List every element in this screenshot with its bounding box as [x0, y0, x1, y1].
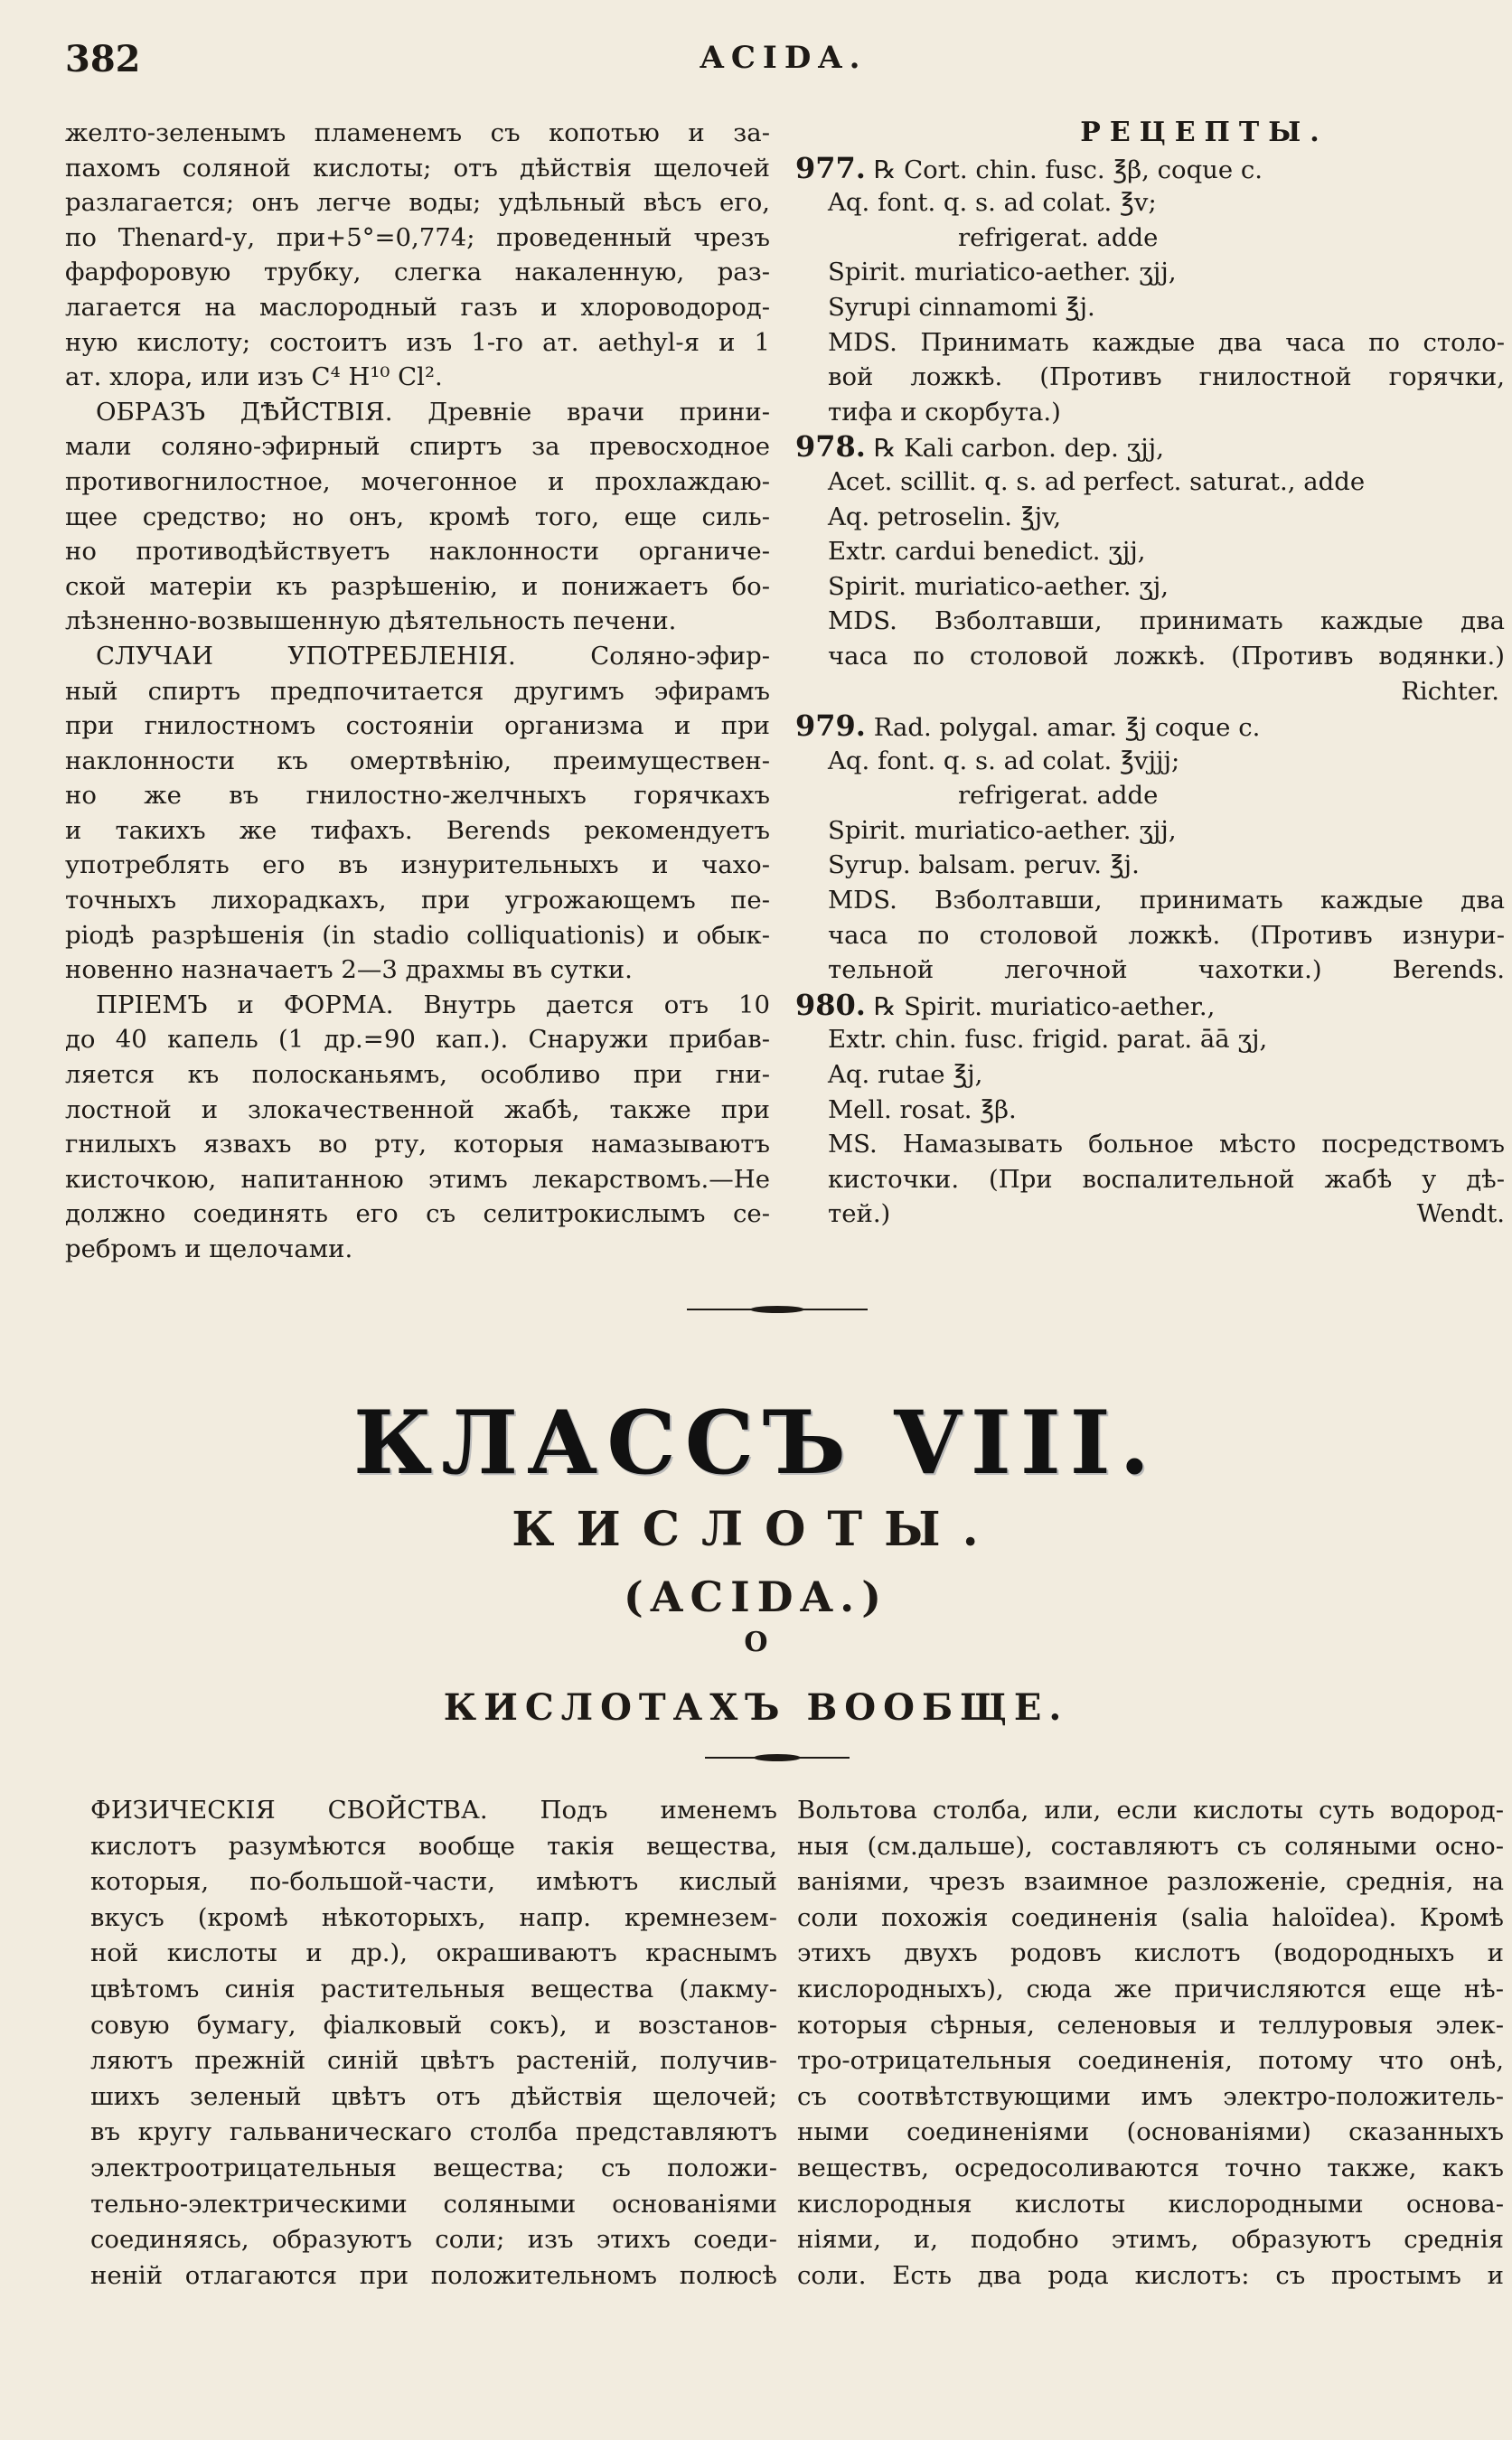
- recipe-text: тельной легочной чахотки.) Berends.: [828, 955, 1505, 985]
- text-line: разлагается; онъ легче воды; удѣльный вѣсъ его,: [65, 188, 770, 218]
- text-line: ребромъ и щелочами.: [65, 1234, 353, 1263]
- recipe-text: часа по столовой ложкѣ. (Противъ водянки.): [828, 641, 1505, 671]
- recipe-text: MS. Намазывать больное мѣсто посредствомъ: [828, 1130, 1505, 1159]
- recipe-start-line: [795, 709, 1505, 744]
- recipe-text: Aq. font. q. s. ad colat. ℥vjjj;: [828, 746, 1180, 775]
- text-line: тро-отрицательныя соединенія, потому что онѣ,: [797, 2046, 1504, 2076]
- text-line: Вольтова столба, или, если кислоты суть водород-: [797, 1796, 1504, 1825]
- text-line: СЛУЧАИ УПОТРЕБЛЕНІЯ. Соляно-эфир-: [96, 641, 770, 671]
- text-line: мали соляно-эфирный спиртъ за превосходное: [65, 432, 770, 462]
- recipe-line: [795, 255, 1505, 290]
- text-line: веществъ, осредосоливаются точно также, какъ: [797, 2153, 1504, 2182]
- recipe-line: [795, 1057, 1505, 1093]
- recipe-text: ℞ Cort. chin. fusc. ℥β, coque c.: [873, 155, 1263, 184]
- recipe-text: Extr. chin. fusc. frigid. parat. āā ʒj,: [828, 1025, 1268, 1055]
- text-line: противогнилостное, мочегонное и прохлаждаю-: [65, 466, 770, 496]
- text-line: но же въ гнилостно-желчныхъ горячкахъ: [65, 781, 770, 811]
- text-line: ат. хлора, или изъ C⁴ H¹⁰ Cl².: [65, 362, 443, 392]
- recipes-heading: РЕЦЕПТЫ.: [1080, 117, 1329, 148]
- recipe-text: Richter.: [1401, 676, 1499, 706]
- recipe-line: [795, 953, 1505, 988]
- text-line: въ кругу гальваническаго столба представляютъ: [90, 2117, 777, 2147]
- recipe-line: [795, 1197, 1505, 1232]
- recipe-text: Syrupi cinnamomi ℥j.: [828, 292, 1095, 322]
- recipe-line: [795, 569, 1505, 605]
- recipe-text: Rad. polygal. amar. ℥j coque c.: [873, 713, 1261, 743]
- recipe-line: [795, 639, 1505, 674]
- text-line: кисточкою, напитанною этимъ лекарствомъ.—Не: [65, 1164, 770, 1194]
- ornament-divider: [0, 1751, 1512, 1764]
- recipe-line: [795, 221, 1505, 256]
- text-line: до 40 капель (1 др.=90 кап.). Снаружи прибав-: [65, 1025, 770, 1055]
- text-line: новенно назначаетъ 2—3 драхмы въ сутки.: [65, 955, 633, 985]
- recipe-text: тей.) Wendt.: [828, 1199, 1505, 1229]
- recipe-text: MDS. Взболтавши, принимать каждые два: [828, 606, 1505, 636]
- text-line: ваніями, чрезъ взаимное разложеніе, среднія, на: [797, 1867, 1504, 1897]
- text-line: ную кислоту; состоитъ изъ 1-го ат. aethyl-я и 1: [65, 327, 770, 357]
- text-line: ОБРАЗЪ ДѢЙСТВІЯ. Древніе врачи прини-: [96, 397, 770, 427]
- recipes-column: [795, 116, 1505, 1232]
- recipe-line: [795, 1022, 1505, 1057]
- class-title: КЛАССЪ VIII.: [352, 1392, 1160, 1494]
- text-line: соли похожія соединенія (salia haloïdea). Кромѣ: [797, 1902, 1504, 1932]
- recipe-text: ℞ Kali carbon. dep. ʒjj,: [873, 434, 1164, 464]
- text-line: должно соединять его съ селитрокислымъ се-: [65, 1199, 770, 1229]
- text-line: ской матеріи къ разрѣшенію, и понижаетъ бо-: [65, 571, 770, 601]
- text-line: неній отлагаются при положительномъ полюсѣ: [90, 2260, 777, 2290]
- recipe-line: [795, 1093, 1505, 1128]
- recipe-start-line: [795, 429, 1505, 465]
- text-line: желто-зеленымъ пламенемъ съ копотью и за-: [65, 118, 770, 147]
- recipe-text: часа по столовой ложкѣ. (Противъ изнури-: [828, 920, 1505, 950]
- text-line: фарфоровую трубку, слегка накаленную, раз-: [65, 258, 770, 287]
- text-line: по Thenard-у, при+5°=0,774; проведенный чрезъ: [65, 222, 770, 252]
- recipe-number: 980.: [795, 987, 866, 1022]
- text-line: пахомъ соляной кислоты; отъ дѣйствія щелочей: [65, 153, 770, 183]
- text-line: этихъ двухъ родовъ кислотъ (водородныхъ и: [797, 1938, 1504, 1968]
- text-line: ный спиртъ предпочитается другимъ эфирамъ: [65, 676, 770, 706]
- recipe-line: [795, 534, 1505, 569]
- text-line: ныя (см.дальше), составляютъ съ соляными осно-: [797, 1831, 1504, 1861]
- recipe-number: 978.: [795, 429, 866, 465]
- text-line: лостной и злокачественной жабѣ, также при: [65, 1094, 770, 1124]
- recipe-text: ℞ Spirit. muriatico-aether.,: [873, 991, 1216, 1021]
- text-line: соединяясь, образуютъ соли; изъ этихъ соеди-: [90, 2225, 777, 2255]
- text-line: но противодѣйствуетъ наклонности органиче-: [65, 537, 770, 567]
- text-line: кислородныя кислоты кислородными основа-: [797, 2189, 1504, 2219]
- recipe-text: Spirit. muriatico-aether. ʒjj,: [828, 258, 1177, 287]
- recipe-start-line: [795, 988, 1505, 1023]
- recipe-line: [795, 918, 1505, 953]
- text-line: и такихъ же тифахъ. Berends рекомендуетъ: [65, 815, 770, 845]
- recipe-line: [795, 290, 1505, 325]
- text-line: съ соотвѣтствующими имъ электро-положитель-: [797, 2081, 1504, 2111]
- text-line: ніями, и, подобно этимъ, образуютъ среднія: [797, 2225, 1504, 2255]
- recipe-text: MDS. Принимать каждые два часа по столо-: [828, 327, 1505, 357]
- recipe-text: Aq. font. q. s. ad colat. ℥v;: [828, 188, 1157, 218]
- text-line: наклонности къ омертвѣнію, преимуществен-: [65, 746, 770, 775]
- acida-title: (ACIDA.): [624, 1572, 888, 1621]
- text-line: которыя, по-большой-части, имѣютъ кислый: [90, 1867, 777, 1897]
- text-line: щее средство; но онъ, кромѣ того, еще силь-: [65, 502, 770, 531]
- running-title: ACIDA.: [700, 40, 868, 76]
- text-line: вкусъ (кромѣ нѣкоторыхъ, напр. кремнезем-: [90, 1902, 777, 1932]
- text-line: при гнилостномъ состояніи организма и при: [65, 711, 770, 741]
- text-line: кислородныхъ), сюда же причисляются еще нѣ-: [797, 1974, 1504, 2004]
- page-number: 382: [65, 38, 141, 80]
- recipe-line: [795, 500, 1505, 535]
- recipe-text: Acet. scillit. q. s. ad perfect. saturat., adde: [828, 466, 1366, 496]
- recipe-line: [795, 778, 1505, 813]
- recipe-text: Extr. cardui benedict. ʒjj,: [828, 537, 1146, 567]
- text-line: кислотъ разумѣются вообще такія вещества,: [90, 1831, 777, 1861]
- recipe-line: [795, 848, 1505, 883]
- recipe-number: 979.: [795, 709, 866, 744]
- text-line: тельно-электрическими соляными основаніями: [90, 2189, 777, 2219]
- text-line: ной кислоты и др.), окрашиваютъ краснымъ: [90, 1938, 777, 1968]
- recipe-text: Aq. petroselin. ℥jv,: [828, 502, 1062, 531]
- text-line: ляютъ прежній синій цвѣтъ растеній, получив-: [90, 2046, 777, 2076]
- recipe-text: вой ложкѣ. (Противъ гнилостной горячки,: [828, 362, 1505, 392]
- recipe-line: [795, 395, 1505, 430]
- bottom-left-column-text: [90, 1793, 777, 2294]
- recipe-line: [795, 465, 1505, 500]
- text-line: употреблять его въ изнурительныхъ и чахо-: [65, 850, 770, 880]
- recipe-text: refrigerat. adde: [958, 222, 1159, 252]
- text-line: совую бумагу, фіалковый сокъ), и возстанов-: [90, 2010, 777, 2040]
- recipe-start-line: [795, 151, 1505, 186]
- recipe-text: тифа и скорбута.): [828, 397, 1061, 427]
- recipe-text: Syrup. balsam. peruv. ℥j.: [828, 850, 1140, 880]
- recipe-text: MDS. Взболтавши, принимать каждые два: [828, 886, 1505, 915]
- text-line: ными соединеніями (основаніями) сказанныхъ: [797, 2117, 1504, 2147]
- recipe-text: Aq. rutae ℥j,: [828, 1060, 983, 1090]
- recipe-line: [795, 813, 1505, 849]
- recipe-text: Spirit. muriatico-aether. ʒjj,: [828, 815, 1177, 845]
- text-line: ПРІЕМЪ и ФОРМА. Внутрь дается отъ 10: [96, 990, 770, 1019]
- recipe-line: [795, 185, 1505, 221]
- text-line: лагается на маслородный газъ и хлороводород-: [65, 292, 770, 322]
- text-line: ФИЗИЧЕСКІЯ СВОЙСТВА. Подъ именемъ: [90, 1796, 777, 1825]
- recipe-line: [795, 360, 1505, 395]
- o-title: О: [744, 1627, 768, 1658]
- recipe-text: refrigerat. adde: [958, 781, 1159, 811]
- recipe-line: [795, 674, 1505, 709]
- bottom-right-column-text: [797, 1793, 1504, 2294]
- text-line: гнилыхъ язвахъ во рту, которыя намазываютъ: [65, 1130, 770, 1159]
- acids-title: КИСЛОТЫ.: [512, 1502, 1000, 1557]
- recipe-text: Mell. rosat. ℥β.: [828, 1094, 1017, 1124]
- recipe-line: [795, 883, 1505, 918]
- text-line: шихъ зеленый цвѣтъ отъ дѣйствія щелочей;: [90, 2081, 777, 2111]
- recipe-number: 977.: [795, 150, 866, 185]
- recipe-line: [795, 744, 1505, 779]
- general-title: КИСЛОТАХЪ ВООБЩЕ.: [443, 1686, 1069, 1729]
- recipe-line: [795, 1127, 1505, 1162]
- recipe-line: [795, 325, 1505, 361]
- recipe-lines: [795, 151, 1505, 1232]
- recipe-text: кисточки. (При воспалительной жабѣ у дѣ-: [828, 1164, 1505, 1194]
- left-column-text: [65, 116, 770, 1267]
- text-line: соли. Есть два рода кислотъ: съ простымъ и: [797, 2260, 1504, 2290]
- recipe-line: [795, 604, 1505, 639]
- text-line: которыя сѣрныя, селеновыя и теллуровыя элек-: [797, 2010, 1504, 2040]
- text-line: ляется къ полосканьямъ, особливо при гни-: [65, 1060, 770, 1090]
- ornament-divider: [0, 1303, 1512, 1316]
- recipe-line: [795, 1162, 1505, 1197]
- text-line: ріодѣ разрѣшенія (in stadio colliquationis) и обык-: [65, 920, 770, 950]
- page-header: [65, 34, 1502, 89]
- text-line: электроотрицательныя вещества; съ положи-: [90, 2153, 777, 2182]
- text-line: лѣзненно-возвышенную дѣятельность печени.: [65, 606, 677, 636]
- recipe-text: Spirit. muriatico-aether. ʒj,: [828, 571, 1169, 601]
- text-line: точныхъ лихорадкахъ, при угрожающемъ пе-: [65, 886, 770, 915]
- text-line: цвѣтомъ синія растительныя вещества (лакму-: [90, 1974, 777, 2004]
